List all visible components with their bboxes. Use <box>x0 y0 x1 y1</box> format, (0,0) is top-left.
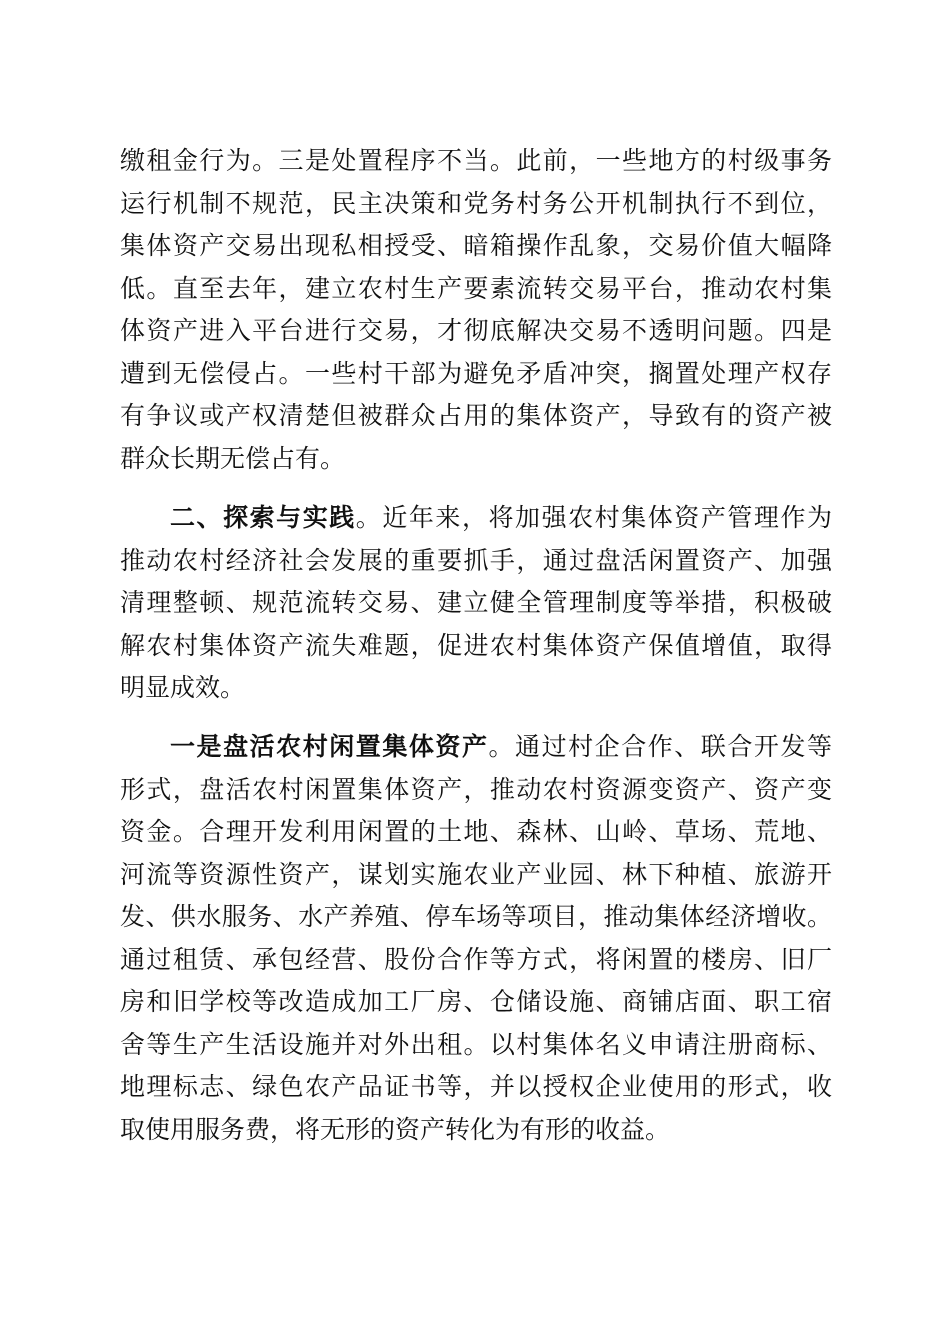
paragraph-revitalize-idle-assets <box>120 726 832 1151</box>
paragraph-first-line <box>120 726 832 769</box>
text-line: 形式，盘活农村闲置集体资产，推动农村资源变资产、资产变 <box>120 774 832 804</box>
text-line: 低。直至去年，建立农村生产要素流转交易平台，推动农村集 <box>120 273 832 303</box>
paragraph-exploration-practice <box>120 497 832 710</box>
text-line: 地理标志、绿色农产品证书等，并以授权企业使用的形式，收 <box>120 1072 832 1101</box>
text-line: 集体资产交易出现私相授受、暗箱操作乱象，交易价值大幅降 <box>120 231 832 260</box>
text-line: 群众长期无偿占有。 <box>120 443 346 473</box>
text-line: 体资产进入平台进行交易，才彻底解决交易不透明问题。四是 <box>120 316 832 345</box>
section-heading: 二、探索与实践 <box>170 503 356 532</box>
text-line: 房和旧学校等改造成加工厂房、仓储设施、商铺店面、职工宿 <box>120 987 832 1016</box>
text-line: 清理整顿、规范流转交易、建立健全管理制度等举措，积极破 <box>120 588 832 617</box>
text-line: 解农村集体资产流失难题，促进农村集体资产保值增值，取得 <box>120 630 832 660</box>
text-line: 明显成效。 <box>120 673 246 702</box>
text-line: 缴租金行为。三是处置程序不当。此前，一些地方的村级事务 <box>120 146 832 175</box>
text-line: 遭到无偿侵占。一些村干部为避免矛盾冲突，搁置处理产权存 <box>120 358 832 388</box>
text-line: 河流等资源性资产，谋划实施农业产业园、林下种植、旅游开 <box>120 859 832 889</box>
text-line: 舍等生产生活设施并对外出租。以村集体名义申请注册商标、 <box>120 1029 832 1059</box>
text-line: 推动农村经济社会发展的重要抓手，通过盘活闲置资产、加强 <box>120 545 832 575</box>
text-line: 通过租赁、承包经营、股份合作等方式，将闲置的楼房、旧厂 <box>120 944 832 974</box>
text-run: 。近年来，将加强农村集体资产管理作为 <box>355 503 832 532</box>
text-line: 取使用服务费，将无形的资产转化为有形的收益。 <box>120 1114 671 1144</box>
text-line: 有争议或产权清楚但被群众占用的集体资产，导致有的资产被 <box>120 401 832 430</box>
text-line: 运行机制不规范，民主决策和党务村务公开机制执行不到位， <box>120 188 832 218</box>
text-line: 资金。合理开发利用闲置的土地、森林、山岭、草场、荒地、 <box>120 817 832 846</box>
text-run: 。通过村企合作、联合开发等 <box>488 732 832 761</box>
paragraph-first-line <box>120 497 832 540</box>
text-line: 发、供水服务、水产养殖、停车场等项目，推动集体经济增收。 <box>120 902 832 931</box>
paragraph-problems-continued <box>120 140 832 480</box>
subsection-heading: 一是盘活农村闲置集体资产 <box>170 732 489 761</box>
